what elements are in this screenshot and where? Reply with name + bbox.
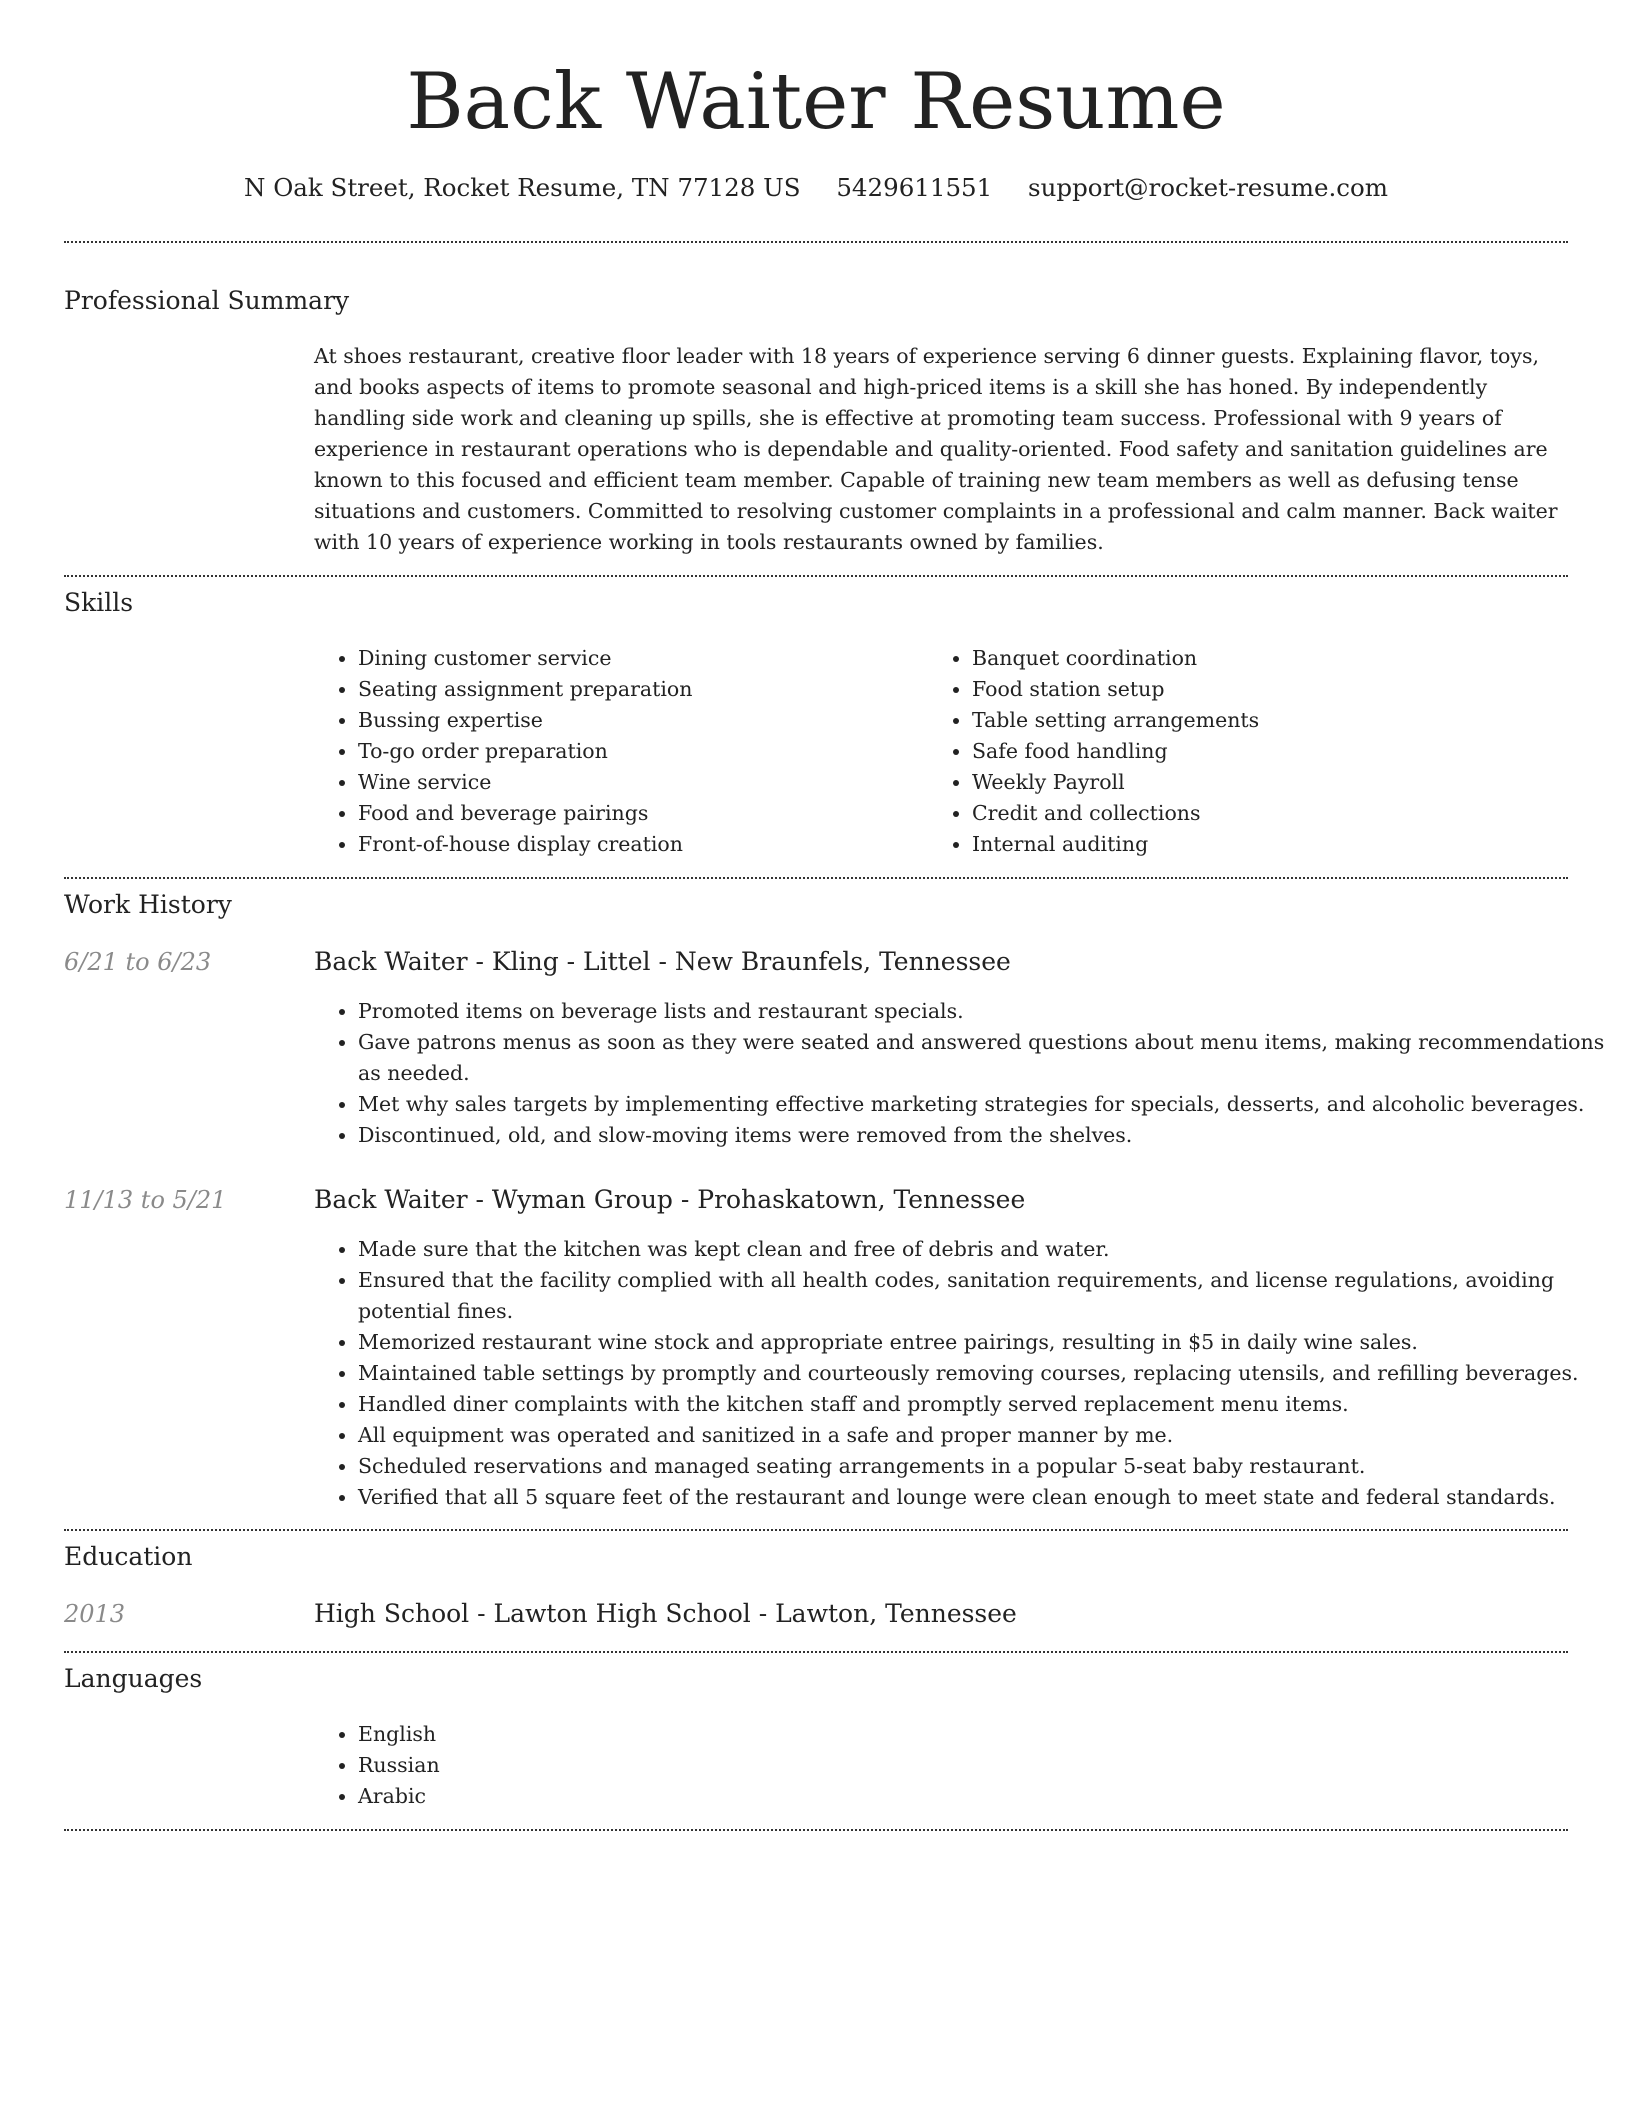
section-title-skills: Skills bbox=[64, 588, 134, 617]
divider-summary bbox=[64, 575, 1568, 577]
divider-work bbox=[64, 1529, 1568, 1531]
languages-list bbox=[314, 1719, 918, 1812]
skills-list-right bbox=[928, 643, 1532, 860]
section-title-languages: Languages bbox=[64, 1664, 203, 1693]
contact-line bbox=[0, 168, 1632, 208]
job-bullet: • Met why sales targets by implementing effective marketing strategies for specials, desserts, and alcoholic beverages. bbox=[358, 1089, 1612, 1120]
job-bullets bbox=[314, 1234, 1612, 1513]
divider-languages bbox=[64, 1829, 1568, 1831]
contact-address: N Oak Street, Rocket Resume, TN 77128 US bbox=[244, 173, 801, 202]
skill-item: • Safe food handling bbox=[972, 736, 1532, 767]
job-bullet: • Scheduled reservations and managed seating arrangements in a popular 5-seat baby restaurant. bbox=[358, 1451, 1612, 1482]
resume-title: Back Waiter Resume bbox=[406, 57, 1226, 147]
contact-email: support@rocket-resume.com bbox=[1028, 173, 1388, 202]
job-bullet: • Discontinued, old, and slow-moving items were removed from the shelves. bbox=[358, 1120, 1612, 1151]
job-bullet: • Handled diner complaints with the kitchen staff and promptly served replacement menu items. bbox=[358, 1389, 1612, 1420]
language-item: • English bbox=[358, 1719, 918, 1750]
job-bullet: • Gave patrons menus as soon as they were seated and answered questions about menu items, making recommendations as needed. bbox=[358, 1027, 1612, 1089]
section-title-summary: Professional Summary bbox=[64, 286, 350, 315]
skill-item: • Internal auditing bbox=[972, 829, 1532, 860]
job-bullet: • Verified that all 5 square feet of the restaurant and lounge were clean enough to meet state and federal standards. bbox=[358, 1482, 1612, 1513]
skill-item: • Weekly Payroll bbox=[972, 767, 1532, 798]
skill-item: • Dining customer service bbox=[358, 643, 918, 674]
education-year: 2013 bbox=[64, 1600, 126, 1628]
job-bullet: • Ensured that the facility complied with all health codes, sanitation requirements, and license regulations, avoiding potential fines. bbox=[358, 1265, 1612, 1327]
job-title: Back Waiter - Kling - Littel - New Braunfels, Tennessee bbox=[314, 947, 1011, 976]
job-bullet: • Promoted items on beverage lists and restaurant specials. bbox=[358, 996, 1612, 1027]
skill-item: • To-go order preparation bbox=[358, 736, 918, 767]
job-bullet: • Memorized restaurant wine stock and appropriate entree pairings, resulting in $5 in daily wine sales. bbox=[358, 1327, 1612, 1358]
job-dates: 6/21 to 6/23 bbox=[64, 948, 212, 976]
section-title-education: Education bbox=[64, 1542, 193, 1571]
job-dates: 11/13 to 5/21 bbox=[64, 1186, 227, 1214]
skill-item: • Wine service bbox=[358, 767, 918, 798]
divider-header bbox=[64, 241, 1568, 243]
job-title: Back Waiter - Wyman Group - Prohaskatown, Tennessee bbox=[314, 1185, 1026, 1214]
skill-item: • Seating assignment preparation bbox=[358, 674, 918, 705]
job-bullet: • All equipment was operated and sanitized in a safe and proper manner by me. bbox=[358, 1420, 1612, 1451]
language-item: • Russian bbox=[358, 1750, 918, 1781]
contact-phone: 5429611551 bbox=[836, 173, 993, 202]
education-entry: High School - Lawton High School - Lawton, Tennessee bbox=[314, 1599, 1017, 1628]
skill-item: • Food station setup bbox=[972, 674, 1532, 705]
skill-item: • Table setting arrangements bbox=[972, 705, 1532, 736]
language-item: • Arabic bbox=[358, 1781, 918, 1812]
divider-skills bbox=[64, 877, 1568, 879]
skill-item: • Banquet coordination bbox=[972, 643, 1532, 674]
divider-education bbox=[64, 1651, 1568, 1653]
skill-item: • Bussing expertise bbox=[358, 705, 918, 736]
job-bullet: • Maintained table settings by promptly and courteously removing courses, replacing utensils, and refilling beverages. bbox=[358, 1358, 1612, 1389]
summary-text: At shoes restaurant, creative floor leader with 18 years of experience serving 6 dinner guests. Explaining flavor, toys, and books aspects of items to promote seasonal and high-priced items is a skill she has honed. By independently handling side work and cleaning up spills, she is effective at promoting team success. Professional with 9 years of experience in restaurant operations who is dependable and quality-oriented. Food safety and sanitation guidelines are known to this focused and efficient team member. Capable of training new team members as well as defusing tense situations and customers. Committed to resolving customer complaints in a professional and calm manner. Back waiter with 10 years of experience working in tools restaurants owned by families. bbox=[314, 344, 1558, 554]
skill-item: • Food and beverage pairings bbox=[358, 798, 918, 829]
job-bullets bbox=[314, 996, 1612, 1151]
section-title-work: Work History bbox=[64, 890, 232, 919]
skill-item: • Credit and collections bbox=[972, 798, 1532, 829]
skills-list-left bbox=[314, 643, 918, 860]
skill-item: • Front-of-house display creation bbox=[358, 829, 918, 860]
job-bullet: • Made sure that the kitchen was kept clean and free of debris and water. bbox=[358, 1234, 1612, 1265]
